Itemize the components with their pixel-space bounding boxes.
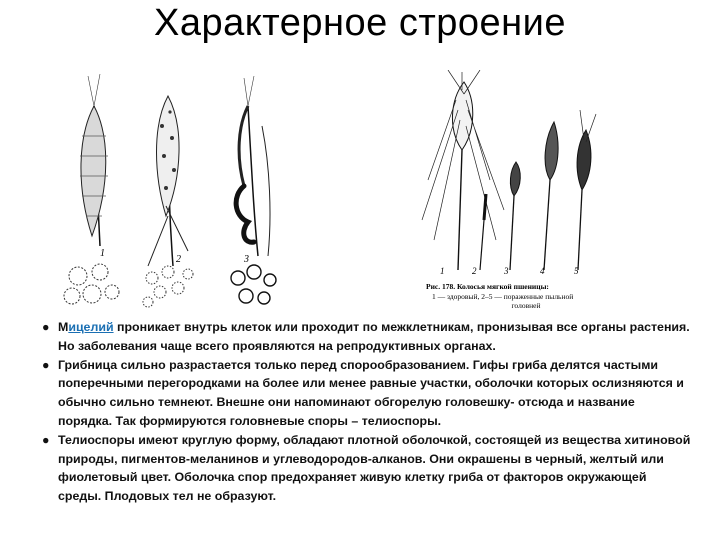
spore-cluster-2 [143, 266, 193, 307]
smut-spike-5 [577, 110, 596, 270]
right-label-1: 1 [440, 266, 445, 276]
spike-1 [80, 74, 108, 246]
right-label-5: 5 [574, 266, 579, 276]
left-label-3: 3 [244, 254, 249, 265]
spike-3 [236, 76, 270, 256]
spore-cluster-1 [64, 264, 119, 304]
caption-last: головней [511, 301, 541, 310]
spike-2 [148, 96, 188, 266]
paragraph-prefix: М [58, 320, 69, 334]
page-title: Характерное строение [153, 2, 566, 44]
body-text [42, 318, 692, 506]
paragraph-text: Грибница сильно разрастается только перед спорообразованием. Гифы гриба делятся частыми поперечными перегородками на более или менее равные участки, оболочки которых ослизняются и обычно сильно темнеют. Внешне они напоминают обгорелую головешку- отсюда и название порядка. Так формируются головневые споры – телиоспоры. [58, 357, 684, 428]
paragraph-mycelium [42, 318, 692, 356]
bullet-icon: ● [42, 357, 50, 372]
bullet-icon: ● [42, 320, 50, 334]
caption-line: 1 — здоровый, 2–5 — пораженные пыльной [432, 291, 574, 301]
bullet-icon: ● [42, 432, 50, 447]
paragraph-text: Телиоспоры имеют круглую форму, обладают плотной оболочкой, состоящей из вещества хитиновой природы, пигментов-меланинов и углеводородов-алканов. Они окрашены в черный, желтый или фиолетовый цвет. Оболочка спор предохраняет живую клетку гриба от факторов окружающей среды. Плодовых тел не образуют. [58, 432, 691, 504]
smut-spike-4 [544, 122, 558, 270]
paragraph-teliospores [42, 431, 692, 506]
spore-cluster-3 [231, 265, 276, 304]
left-label-1: 1 [100, 248, 105, 259]
smut-spike-3 [510, 162, 520, 270]
healthy-spike [422, 70, 504, 270]
paragraph-mycelium-growth [42, 356, 692, 431]
smut-spikes-illustration [48, 66, 328, 314]
right-label-2: 2 [472, 266, 477, 276]
figure-caption [426, 282, 626, 311]
left-label-2: 2 [176, 254, 181, 265]
caption-title: Рис. 178. Колосья мягкой пшеницы: [426, 282, 549, 291]
mycelium-link[interactable]: ицелий [68, 320, 114, 334]
right-label-4: 4 [540, 266, 545, 276]
right-label-3: 3 [504, 266, 509, 276]
paragraph-rest: проникает внутрь клеток или проходит по межклетникам, пронизывая все органы растения. Но заболевания чаще всего проявляются на репродуктивных органах. [58, 320, 690, 353]
smut-spike-2 [480, 194, 486, 270]
